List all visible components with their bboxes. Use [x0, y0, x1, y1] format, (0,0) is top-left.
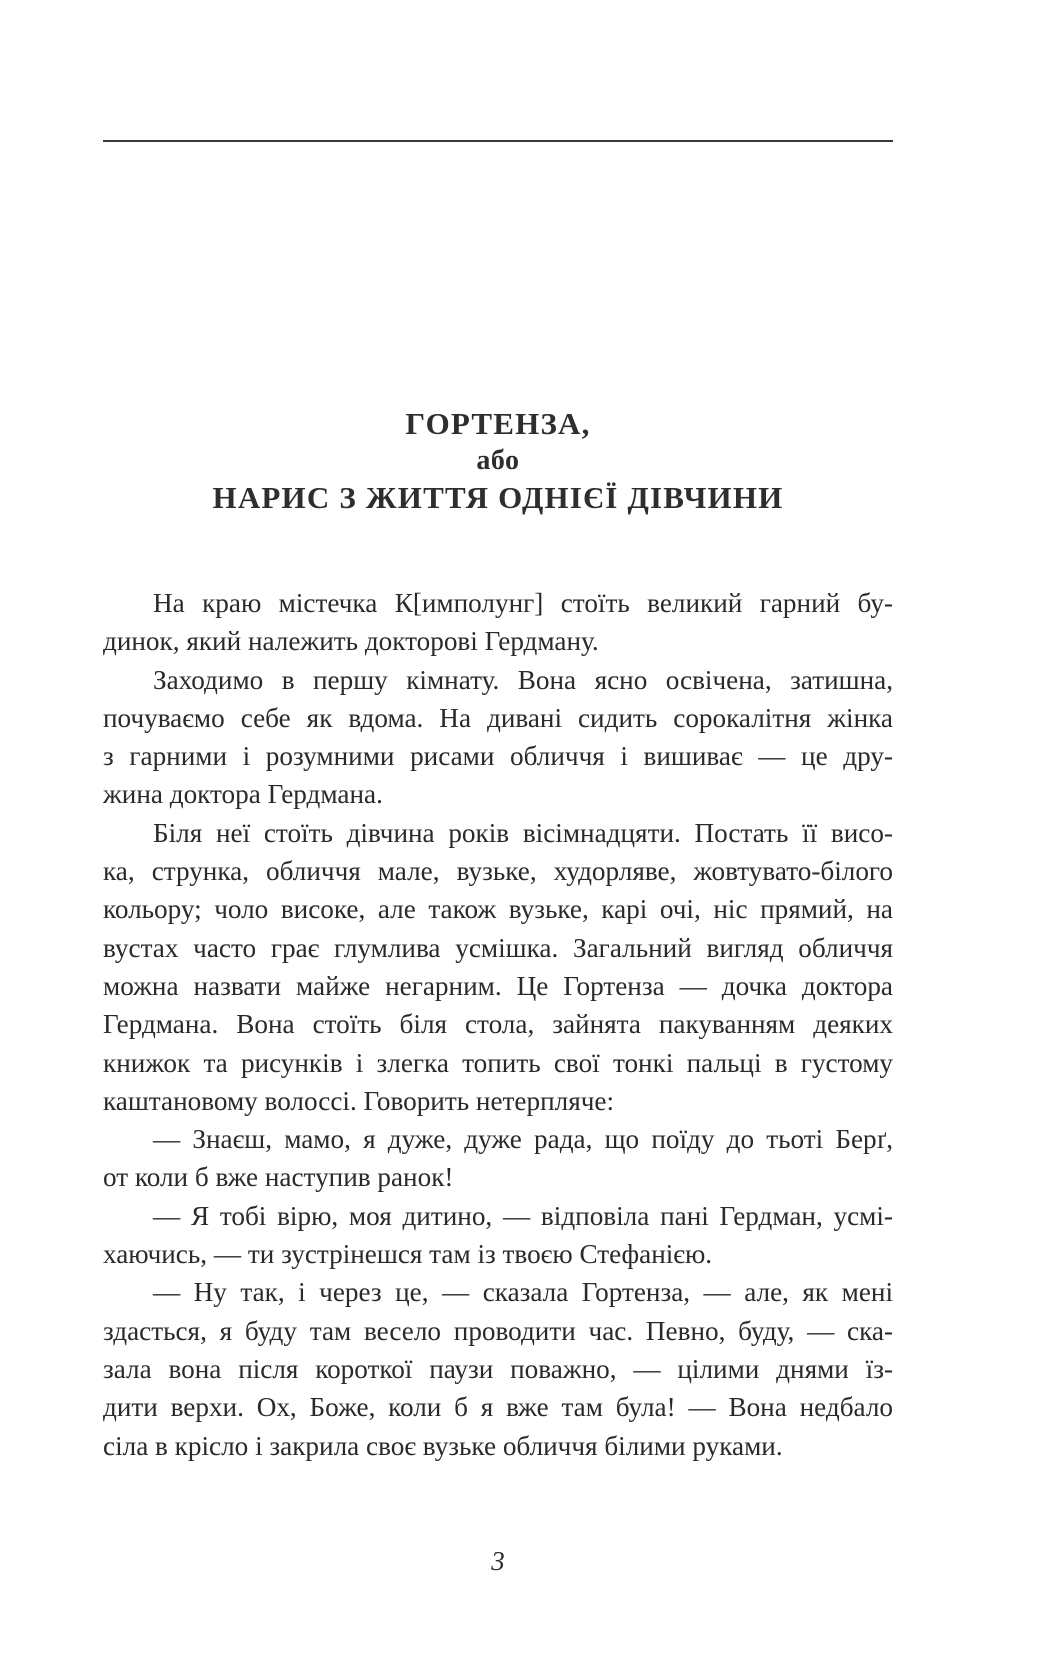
text-line: Заходимо в першу кімнату. Вона ясно освічена, затишна,: [153, 664, 893, 695]
text-line: почуваємо себе як вдома. На дивані сидить сорокалітня жінка: [103, 702, 893, 733]
chapter-title-line-3: НАРИС З ЖИТТЯ ОДНІЄЇ ДІВЧИНИ: [212, 480, 784, 515]
page-number: 3: [491, 1546, 505, 1576]
text-line: з гарними і розумними рисами обличчя і вишиває — це дру-: [103, 741, 893, 772]
text-line: книжок та рисунків і злегка топить свої тонкі пальці в густому: [103, 1047, 893, 1078]
chapter-title: [103, 405, 893, 517]
text-line: зала вона після короткої паузи поважно, — цілими днями їз-: [103, 1353, 893, 1384]
text-line: Гердмана. Вона стоїть біля стола, зайнята пакуванням деяких: [103, 1009, 893, 1040]
text-line: от коли б вже наступив ранок!: [103, 1162, 454, 1193]
text-line: можна назвати майже негарним. Це Гортенза — дочка доктора: [103, 970, 893, 1001]
text-line: кольору; чоло високе, але також вузьке, карі очі, ніс прямий, на: [103, 894, 893, 925]
text-line: — Я тобі вірю, моя дитино, — відповіла пані Гердман, усмі-: [153, 1200, 893, 1231]
text-line: динок, який належить докторові Гердману.: [103, 626, 599, 657]
text-line: вустах часто грає глумлива усмішка. Загальний вигляд обличчя: [103, 932, 893, 963]
chapter-title-line-2: або: [476, 445, 520, 476]
text-line: хаючись, — ти зустрінешся там із твоєю Стефанією.: [103, 1239, 713, 1270]
text-line: ка, струнка, обличчя мале, вузьке, худорляве, жовтувато-білого: [103, 856, 893, 887]
text-line: жина доктора Гердмана.: [103, 779, 383, 810]
chapter-title-line-1: ГОРТЕНЗА,: [405, 406, 591, 441]
text-line: — Ну так, і через це, — сказала Гортенза, — але, як мені: [153, 1277, 893, 1308]
text-line: каштановому волоссі. Говорить нетерпляче:: [103, 1085, 615, 1116]
body-text: [103, 584, 893, 1465]
text-line: Біля неї стоїть дівчина років вісімнадцяти. Постать її висо-: [153, 817, 893, 848]
text-line: — Знаєш, мамо, я дуже, дуже рада, що поїду до тьоті Берґ,: [153, 1124, 893, 1155]
text-line: дити верхи. Ох, Боже, коли б я вже там була! — Вона недбало: [103, 1392, 893, 1423]
text-line: На краю містечка К[имполунг] стоїть великий гарний бу-: [153, 588, 893, 618]
text-line: сіла в крісло і закрила своє вузьке обличчя білими руками.: [103, 1430, 783, 1461]
text-line: здасться, я буду там весело проводити час. Певно, буду, — ска-: [103, 1315, 893, 1346]
header-rule: [103, 140, 893, 142]
